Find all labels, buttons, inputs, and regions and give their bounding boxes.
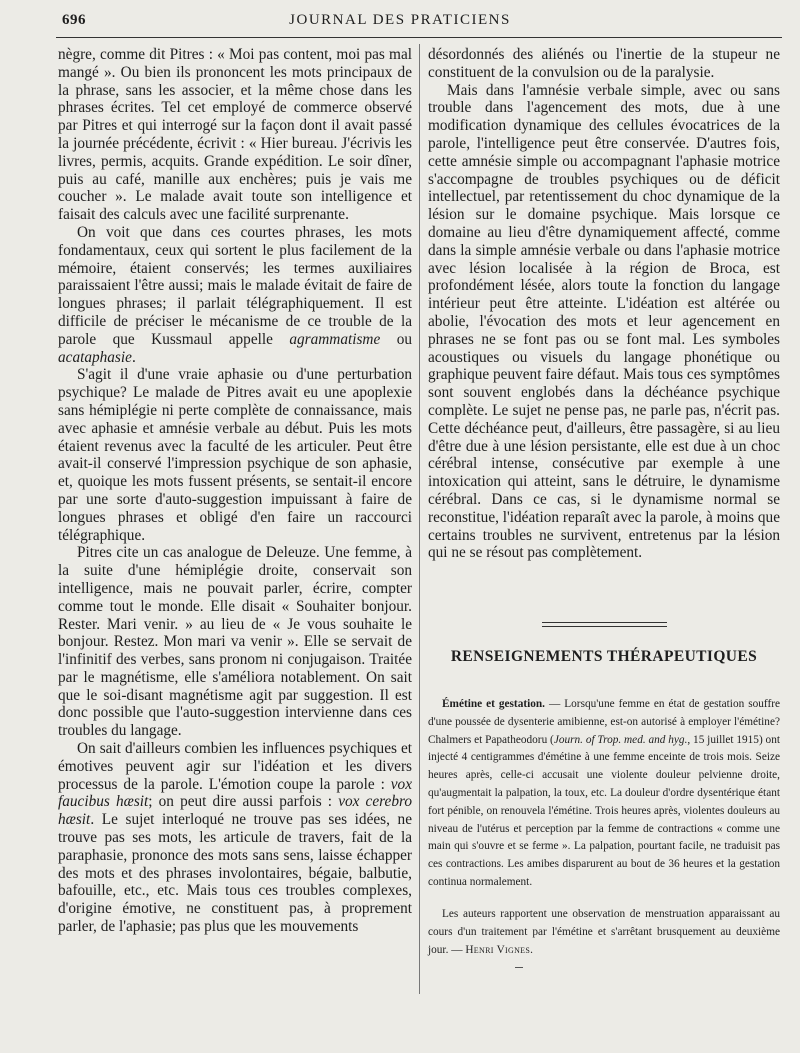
paragraph: désordonnés des aliénés ou l'inertie de la stupeur ne constituent de la convulsion ou de la paralysie. (428, 46, 780, 81)
therapeutic-note (428, 696, 780, 892)
paragraph: On voit que dans ces courtes phrases, les mots fondamentaux, ceux qui sortent le plus facilement de la mémoire, étaient conservés; les termes auxiliaires paraissaient l'être aussi; mais le malade évitait de faire de longues phrases; il parlait télégraphiquement. Il est difficile de préciser le mécanisme de ce trouble de la parole que Kussmaul appelle agrammatisme ou acataphasie. (58, 223, 412, 366)
page-header (0, 0, 800, 40)
end-rule (515, 967, 523, 968)
section-separator (542, 622, 667, 627)
paragraph: On sait d'ailleurs combien les influences psychiques et émotives peuvent agir sur l'idéation et les divers processus de la parole. L'émotion coupe la parole : vox faucibus hæsit; on peut dire aussi parfois : vox cerebro hæsit. Le sujet interloqué ne trouve pas ses idées, ne trouve pas ses mots, les articule de travers, fait de la paraphasie, prononce des mots sans sens, laisse échapper des mots et des phrases involontaires, bégaie, balbutie, bafouille, etc., etc. Mais tous ces troubles complexes, d'origine émotive, ne constituent pas, à proprement parler, de l'aphasie; pas plus que les mouvements (58, 740, 412, 936)
page-number: 696 (62, 12, 86, 28)
paragraph: S'agit il d'une vraie aphasie ou d'une perturbation psychique? Le malade de Pitres avait eu une apoplexie sans hémiplégie ni perte complète de connaissance, mais avec aphasie et amnésie verbale au début. Puis les mots étaient revenus avec la faculté de les articuler. Peut être avait-il conservé l'impression psychique de son aphasie, et, quoique les mots fussent présents, se sentait-il encore par une sorte d'auto-suggestion impuissant à faire de longues phrases et obligé d'en faire un raccourci télégraphique. (58, 366, 412, 544)
note-title: Émétine et gestation. (442, 698, 546, 710)
paragraph: Émétine et gestation. — Lorsqu'une femme en état de gestation souffre d'une poussée de dysenterie amibienne, est-on autorisé à employer l'émétine? Chalmers et Papatheodoru (Journ. of Trop. med. and hyg., 15 juillet 1915) ont injecté 4 centigrammes d'émétine à une femme enceinte de trois mois. Seize heures après, celle-ci accusait une violente douleur pelvienne droite, qu'augmentait la palpation, la toux, etc. La douleur d'ordre dysentérique étant fort pénible, on renouvela l'émétine. Trois heures après, violentes douleurs au niveau de l'utérus et perception par la femme de contractions « comme une main qui s'ouvre et se ferme ». La palpation, pourtant facile, ne traduisit pas ces contractions. Les amibes disparurent au bout de 36 heures et la gestation continua normalement. (428, 698, 781, 888)
left-column (58, 46, 412, 936)
paragraph: Les auteurs rapportent une observation de menstruation apparaissant au cours d'un traitement par l'émétine et s'arrêtant brusquement au deuxième jour. — Henri Vignes. (428, 908, 780, 956)
paragraph: nègre, comme dit Pitres : « Moi pas content, moi pas mal mangé ». Ou bien ils prononcent les mots principaux de la phrase, sans les associer, et la même chose dans les phrases écrites. Tel cet employé de commerce observé par Pitres et qui interrogé sur la façon dont il avait passé la journée précédente, écrivit : « Hier bureau. J'écrivis les livres, permis, acquits. Grande expédition. Le soir dîner, puis au café, manille aux enchères; puis je vais me coucher ». Le malade avait toute son intelligence et faisait des calculs avec une facilité surprenante. (58, 46, 412, 224)
paragraph: Mais dans l'amnésie verbale simple, avec ou sans trouble dans l'agencement des mots, due à une modification dynamique des cellules évocatrices de la parole, l'intelligence peut être conservée. D'autres fois, cette amnésie simple ou accompagnant l'aphasie motrice s'accompagne de troubles psychiques ou de déficit intellectuel, par retentissement du choc dynamique de la lésion sur le domaine psychique. Mais lorsque ce domaine au lieu d'être dynamiquement affecté, comme dans la simple amnésie verbale ou dans l'aphasie motrice avec lésion localisée à la région de Broca, est profondément lésée, alors toute la fonction du langage intérieur peut être atteinte. L'idéation est altérée ou abolie, l'évocation des mots et leur agencement en phrases ne se font pas ou se font mal. Les symboles acoustiques ou visuels du langage phonétique ou graphique peuvent faire défaut. Mais tous ces symptômes sont souvent englobés dans la déchéance psychique complète. Le sujet ne pense pas, ne parle pas, n'écrit pas. Cette déchéance peut, d'ailleurs, être passagère, si au lieu d'être due à une lésion persistante, elle est due à un choc cérébral intense, consécutive par exemple à une intoxication qui atteint, sans le détruire, le dynamisme cérébral. Dans ce cas, si le dynamisme normal se reconstitue, l'idéation reparaît avec la parole, à moins que certains troubles ne survivent, entretenus par la lésion qui ne se résout pas complètement. (428, 81, 780, 562)
paragraph: Pitres cite un cas analogue de Deleuze. Une femme, à la suite d'une hémiplégie droite, conservait son intelligence, mais ne pouvait parler, écrire, compter comme tout le monde. Elle disait « Souhaiter bonjour. Rester. Mari venir. » au lieu de « Je vous souhaite le bonjour. Restez. Mon mari va venir ». Elle se servait de l'infinitif des verbes, sans pronom ni conjugaison. Traitée par le magnétisme, elle s'améliora notablement. On sait que le soi-disant magnétisme agit par suggestion. Il est donc possible que l'auto-suggestion intervienne dans ces troubles du langage. (58, 544, 412, 740)
section-heading: RENSEIGNEMENTS THÉRAPEUTIQUES (450, 648, 758, 665)
header-rule (56, 37, 782, 38)
right-column (428, 46, 780, 562)
column-divider (419, 44, 420, 994)
therapeutic-note-followup (428, 906, 780, 959)
running-title: JOURNAL DES PRATICIENS (289, 12, 511, 28)
author-signature: Henri Vignes. (465, 943, 534, 956)
